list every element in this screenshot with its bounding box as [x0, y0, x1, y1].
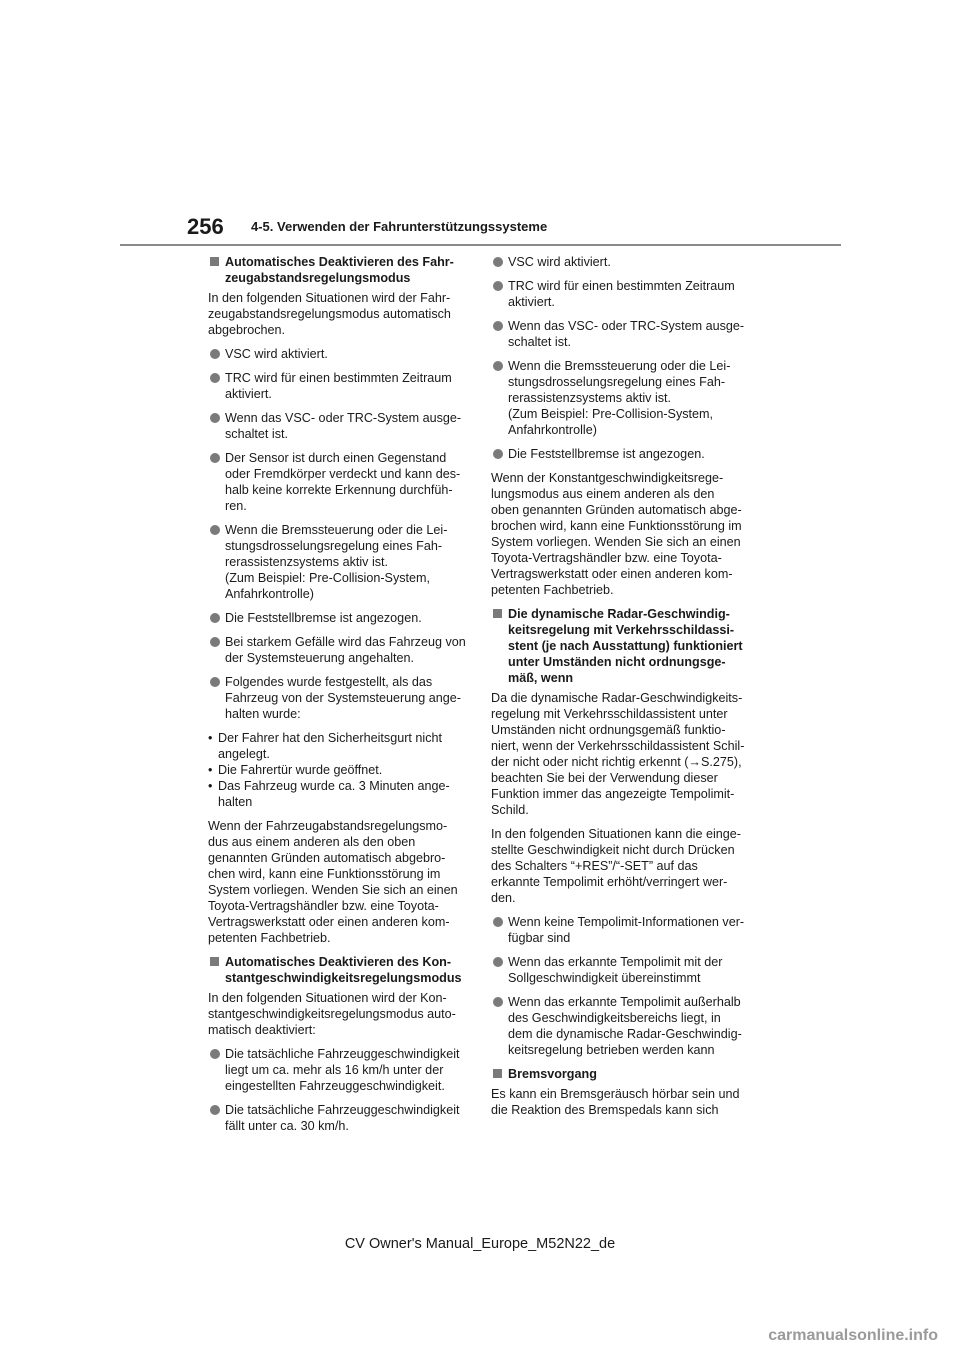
bullet-dot-icon	[493, 997, 503, 1007]
bullet-item	[491, 254, 753, 270]
text-line: eingestellten Fahrzeuggeschwindigkeit.	[225, 1079, 445, 1093]
text-line: Bremsvorgang	[508, 1067, 597, 1081]
text-line: Umständen nicht ordnungsgemäß funktio-	[491, 723, 726, 737]
text-line: Wenn der Fahrzeugabstandsregelungsmo-	[208, 819, 448, 833]
bullet-item	[208, 674, 470, 722]
text-line: TRC wird für einen bestimmten Zeitraum	[225, 371, 452, 385]
section-heading	[208, 254, 470, 286]
bullet-dot-icon	[210, 453, 220, 463]
bullet-list	[491, 914, 753, 1058]
text-line: (Zum Beispiel: Pre-Collision-System,	[508, 407, 714, 421]
text-line: stent (je nach Ausstattung) funktioniert	[508, 639, 743, 653]
bullet-item	[208, 1046, 470, 1094]
text-line: Wenn der Konstantgeschwindigkeitsrege-	[491, 471, 724, 485]
text-line: stungsdrosselungsregelung eines Fah-	[508, 375, 726, 389]
bullet-item	[491, 914, 753, 946]
bullet-item	[208, 522, 470, 602]
text-line: Anfahrkontrolle)	[225, 587, 314, 601]
text-line: petenten Fachbetrieb.	[208, 931, 331, 945]
text-line: ren.	[225, 499, 247, 513]
text-line: VSC wird aktiviert.	[508, 255, 611, 269]
bullet-item	[491, 954, 753, 986]
paragraph	[491, 1086, 753, 1118]
text-line: Toyota-Vertragshändler bzw. eine Toyota-	[491, 551, 722, 565]
text-line: matisch deaktiviert:	[208, 1023, 316, 1037]
text-line: In den folgenden Situationen kann die einge-	[491, 827, 741, 841]
text-line: den.	[491, 891, 516, 905]
sub-list-item	[208, 778, 470, 810]
page-number: 256	[187, 214, 224, 239]
section-heading	[208, 954, 470, 986]
footer-manual-id: CV Owner's Manual_Europe_M52N22_de	[344, 1236, 616, 1252]
text-line: keitsregelung mit Verkehrsschildassi-	[508, 623, 735, 637]
bullet-dot-icon	[493, 321, 503, 331]
left-column	[208, 254, 470, 1142]
text-line: fügbar sind	[508, 931, 571, 945]
paragraph	[208, 290, 470, 338]
text-line: chen wird, kann eine Funktionsstörung im	[208, 867, 441, 881]
bullet-item	[208, 346, 470, 362]
text-line: schaltet ist.	[508, 335, 571, 349]
bullet-dot-icon	[493, 281, 503, 291]
text-line: oben genannten Gründen automatisch abge-	[491, 503, 742, 517]
bullet-dot-icon	[493, 449, 503, 459]
text-line: Die Feststellbremse ist angezogen.	[508, 447, 705, 461]
text-line: Wenn die Bremssteuerung oder die Lei-	[508, 359, 731, 373]
bullet-dot-icon	[210, 1049, 220, 1059]
section-title: 4-5. Verwenden der Fahrunterstützungssysteme	[251, 219, 548, 234]
text-line: Sollgeschwindigkeit übereinstimmt	[508, 971, 701, 985]
text-line: Da die dynamische Radar-Geschwindigkeits-	[491, 691, 743, 705]
text-line: System vorliegen. Wenden Sie sich an einen	[208, 883, 458, 897]
text-line: dus aus einem anderen als den oben	[208, 835, 416, 849]
paragraph	[491, 826, 753, 906]
bullet-item	[208, 370, 470, 402]
text-line: niert, wenn der Verkehrsschildassistent Schil-	[491, 739, 745, 753]
text-line: brochen wird, kann eine Funktionsstörung im	[491, 519, 742, 533]
text-line: Die dynamische Radar-Geschwindig-	[508, 607, 730, 621]
text-line: halten	[218, 795, 253, 809]
bullet-item	[491, 318, 753, 350]
text-line: schaltet ist.	[225, 427, 288, 441]
text-line: keitsregelung betrieben werden kann	[508, 1043, 715, 1057]
text-line: petenten Fachbetrieb.	[491, 583, 614, 597]
text-line: erkannte Tempolimit erhöht/verringert wer-	[491, 875, 728, 889]
text-line: In den folgenden Situationen wird der Kon-	[208, 991, 447, 1005]
text-line: liegt um ca. mehr als 16 km/h unter der	[225, 1063, 444, 1077]
text-line: stungsdrosselungsregelung eines Fah-	[225, 539, 443, 553]
text-line: Folgendes wurde festgestellt, als das	[225, 675, 433, 689]
bullet-dot-icon	[210, 613, 220, 623]
bullet-item	[208, 634, 470, 666]
bullet-item	[491, 446, 753, 462]
text-line: abgebrochen.	[208, 323, 286, 337]
bullet-item	[491, 358, 753, 438]
text-line: Der Sensor ist durch einen Gegenstand	[225, 451, 447, 465]
text-line: beachten Sie bei der Verwendung dieser	[491, 771, 718, 785]
bullet-item	[208, 610, 470, 626]
bullet-dot-icon	[210, 373, 220, 383]
text-line: • Der Fahrer hat den Sicherheitsgurt nicht	[218, 731, 443, 745]
text-line: Die Feststellbremse ist angezogen.	[225, 611, 422, 625]
bullet-dot-icon	[210, 1105, 220, 1115]
sub-list-item	[208, 762, 470, 778]
text-line: VSC wird aktiviert.	[225, 347, 328, 361]
text-line: Automatisches Deaktivieren des Kon-	[225, 955, 452, 969]
text-line: halb keine korrekte Erkennung durchfüh-	[225, 483, 453, 497]
text-line: • Die Fahrertür wurde geöffnet.	[218, 763, 383, 777]
text-line: unter Umständen nicht ordnungsge-	[508, 655, 726, 669]
text-line: Wenn das VSC- oder TRC-System ausge-	[225, 411, 462, 425]
text-line: Fahrzeug von der Systemsteuerung ange-	[225, 691, 461, 705]
right-column	[491, 254, 753, 1126]
text-line: der nicht oder nicht richtig erkennt (→S.275),	[491, 755, 742, 769]
text-line: Vertragswerkstatt oder einen anderen kom-	[208, 915, 450, 929]
bullet-dot-icon	[210, 677, 220, 687]
paragraph	[208, 990, 470, 1038]
paragraph	[491, 690, 753, 818]
text-line: Es kann ein Bremsgeräusch hörbar sein und	[491, 1087, 740, 1101]
text-line: die Reaktion des Bremspedals kann sich	[491, 1103, 719, 1117]
bullet-list	[491, 254, 753, 462]
text-line: aktiviert.	[508, 295, 555, 309]
bullet-item	[208, 1102, 470, 1134]
text-line: rerassistenzsystems aktiv ist.	[225, 555, 389, 569]
text-line: Wenn das erkannte Tempolimit mit der	[508, 955, 723, 969]
text-line: Wenn keine Tempolimit-Informationen ver-	[508, 915, 745, 929]
header-divider	[120, 244, 841, 246]
text-line: oder Fremdkörper verdeckt und kann des-	[225, 467, 461, 481]
text-line: halten wurde:	[225, 707, 301, 721]
bullet-dot-icon	[210, 349, 220, 359]
bullet-list	[208, 346, 470, 722]
text-line: Anfahrkontrolle)	[508, 423, 597, 437]
text-line: Funktion immer das angezeigte Tempolimit-	[491, 787, 735, 801]
text-line: Automatisches Deaktivieren des Fahr-	[225, 255, 454, 269]
bullet-dot-icon	[210, 413, 220, 423]
text-line: genannten Gründen automatisch abgebro-	[208, 851, 446, 865]
text-line: Die tatsächliche Fahrzeuggeschwindigkeit	[225, 1103, 460, 1117]
bullet-list	[208, 1046, 470, 1134]
text-line: regelung mit Verkehrsschildassistent unter	[491, 707, 728, 721]
text-line: des Geschwindigkeitsbereichs liegt, in	[508, 1011, 721, 1025]
watermark: carmanualsonline.info	[768, 1327, 938, 1344]
bullet-item	[491, 994, 753, 1058]
text-line: Schild.	[491, 803, 529, 817]
section-heading	[491, 1066, 753, 1082]
text-line: (Zum Beispiel: Pre-Collision-System,	[225, 571, 431, 585]
text-line: rerassistenzsystems aktiv ist.	[508, 391, 672, 405]
sub-list-item	[208, 730, 470, 762]
text-line: Vertragswerkstatt oder einen anderen kom-	[491, 567, 733, 581]
text-line: System vorliegen. Wenden Sie sich an einen	[491, 535, 741, 549]
paragraph	[208, 818, 470, 946]
text-line: zeugabstandsregelungsmodus	[225, 271, 411, 285]
section-heading	[491, 606, 753, 686]
bullet-dot-icon	[493, 917, 503, 927]
text-line: Toyota-Vertragshändler bzw. eine Toyota-	[208, 899, 439, 913]
text-line: dem die dynamische Radar-Geschwindig-	[508, 1027, 742, 1041]
bullet-dot-icon	[493, 957, 503, 967]
text-line: Die tatsächliche Fahrzeuggeschwindigkeit	[225, 1047, 460, 1061]
text-line: In den folgenden Situationen wird der Fahr-	[208, 291, 451, 305]
text-line: angelegt.	[218, 747, 270, 761]
text-line: des Schalters “+RES”/“-SET” auf das	[491, 859, 698, 873]
bullet-item	[491, 278, 753, 310]
text-line: stellte Geschwindigkeit nicht durch Drücken	[491, 843, 735, 857]
text-line: Wenn die Bremssteuerung oder die Lei-	[225, 523, 448, 537]
text-line: Wenn das VSC- oder TRC-System ausge-	[508, 319, 745, 333]
bullet-dot-icon	[210, 637, 220, 647]
text-line: Bei starkem Gefälle wird das Fahrzeug von	[225, 635, 466, 649]
bullet-dot-icon	[493, 257, 503, 267]
text-line: mäß, wenn	[508, 671, 574, 685]
text-line: • Das Fahrzeug wurde ca. 3 Minuten ange-	[218, 779, 450, 793]
text-line: TRC wird für einen bestimmten Zeitraum	[508, 279, 735, 293]
text-line: der Systemsteuerung angehalten.	[225, 651, 415, 665]
sub-list	[208, 730, 470, 810]
text-line: Wenn das erkannte Tempolimit außerhalb	[508, 995, 741, 1009]
bullet-item	[208, 450, 470, 514]
bullet-item	[208, 410, 470, 442]
bullet-dot-icon	[210, 525, 220, 535]
text-line: stantgeschwindigkeitsregelungsmodus	[225, 971, 462, 985]
text-line: fällt unter ca. 30 km/h.	[225, 1119, 349, 1133]
paragraph	[491, 470, 753, 598]
bullet-dot-icon	[493, 361, 503, 371]
text-line: zeugabstandsregelungsmodus automatisch	[208, 307, 451, 321]
text-line: lungsmodus aus einem anderen als den	[491, 487, 715, 501]
text-line: aktiviert.	[225, 387, 272, 401]
text-line: stantgeschwindigkeitsregelungsmodus auto-	[208, 1007, 456, 1021]
